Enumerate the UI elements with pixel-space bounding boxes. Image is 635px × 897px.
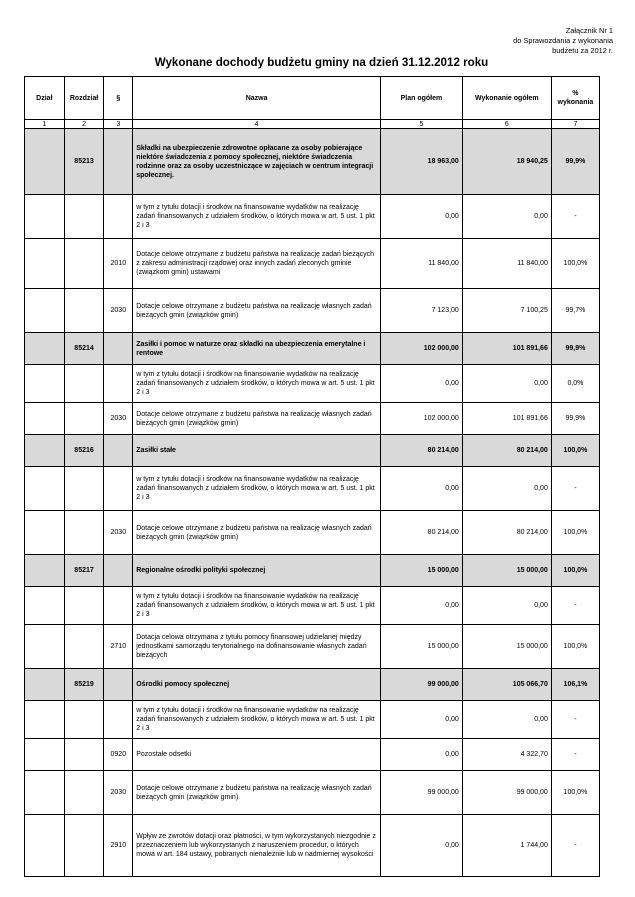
cell-plan: 0,00 bbox=[381, 195, 463, 239]
cell-dzial bbox=[25, 435, 65, 467]
cell-nazwa: Dotacja celowa otrzymana z tytułu pomocy finansowej udzielanej między jednostkami samorządu terytorialnego na dofinansowanie własnych zadań bieżących bbox=[133, 625, 381, 669]
cell-wykonanie: 80 214,00 bbox=[462, 435, 551, 467]
cell-paragraf: 2910 bbox=[104, 815, 133, 877]
cell-dzial bbox=[25, 467, 65, 511]
column-number: 4 bbox=[133, 120, 381, 129]
header-rozdzial: Rozdział bbox=[64, 77, 104, 120]
cell-nazwa: Zasiłki stałe bbox=[133, 435, 381, 467]
cell-rozdzial: 85219 bbox=[64, 669, 104, 701]
cell-wykonanie: 4 322,70 bbox=[462, 739, 551, 771]
cell-dzial bbox=[25, 625, 65, 669]
cell-plan: 99 000,00 bbox=[381, 669, 463, 701]
document-title: Wykonane dochody budżetu gminy na dzień 31.12.2012 roku bbox=[154, 56, 489, 69]
cell-wykonanie: 11 840,00 bbox=[462, 239, 551, 289]
cell-wykonanie: 15 000,00 bbox=[462, 555, 551, 587]
cell-wykonanie: 105 066,70 bbox=[462, 669, 551, 701]
cell-dzial bbox=[25, 701, 65, 739]
cell-plan: 0,00 bbox=[381, 815, 463, 877]
cell-rozdzial: 85217 bbox=[64, 555, 104, 587]
cell-procent: - bbox=[551, 739, 599, 771]
cell-procent: 99,9% bbox=[551, 333, 599, 365]
cell-paragraf: 2010 bbox=[104, 239, 133, 289]
cell-rozdzial bbox=[64, 511, 104, 555]
cell-rozdzial: 85216 bbox=[64, 435, 104, 467]
table-row bbox=[25, 587, 600, 625]
cell-procent: 99,9% bbox=[551, 403, 599, 435]
cell-wykonanie: 0,00 bbox=[462, 365, 551, 403]
cell-plan: 0,00 bbox=[381, 365, 463, 403]
cell-plan: 15 000,00 bbox=[381, 625, 463, 669]
table-row bbox=[25, 511, 600, 555]
header-procent: % wykonania bbox=[551, 77, 599, 120]
cell-paragraf bbox=[104, 669, 133, 701]
column-number: 7 bbox=[551, 120, 599, 129]
cell-plan: 0,00 bbox=[381, 701, 463, 739]
table-row bbox=[25, 815, 600, 877]
cell-wykonanie: 0,00 bbox=[462, 195, 551, 239]
cell-dzial bbox=[25, 365, 65, 403]
cell-rozdzial bbox=[64, 289, 104, 333]
cell-rozdzial bbox=[64, 587, 104, 625]
cell-nazwa: w tym z tytułu dotacji i środków na finansowanie wydatków na realizację zadań finansowanych z udziałem środków, o których mowa w art. 5 ust. 1 pkt 2 i 3 bbox=[133, 701, 381, 739]
column-number: 6 bbox=[462, 120, 551, 129]
header-plan: Plan ogółem bbox=[381, 77, 463, 120]
cell-paragraf: 2030 bbox=[104, 289, 133, 333]
cell-paragraf: 0920 bbox=[104, 739, 133, 771]
cell-plan: 80 214,00 bbox=[381, 435, 463, 467]
cell-dzial bbox=[25, 511, 65, 555]
cell-rozdzial bbox=[64, 739, 104, 771]
cell-dzial bbox=[25, 333, 65, 365]
cell-dzial bbox=[25, 669, 65, 701]
cell-paragraf bbox=[104, 555, 133, 587]
cell-plan: 11 840,00 bbox=[381, 239, 463, 289]
cell-dzial bbox=[25, 129, 65, 195]
cell-nazwa: Ośrodki pomocy społecznej bbox=[133, 669, 381, 701]
cell-paragraf bbox=[104, 701, 133, 739]
column-number: 2 bbox=[64, 120, 104, 129]
cell-procent: - bbox=[551, 587, 599, 625]
annex-line-2: do Sprawozdania z wykonania bbox=[513, 36, 613, 45]
column-number: 3 bbox=[104, 120, 133, 129]
cell-plan: 102 000,00 bbox=[381, 403, 463, 435]
cell-rozdzial bbox=[64, 815, 104, 877]
cell-wykonanie: 7 100,25 bbox=[462, 289, 551, 333]
cell-plan: 0,00 bbox=[381, 587, 463, 625]
cell-procent: - bbox=[551, 467, 599, 511]
cell-paragraf bbox=[104, 467, 133, 511]
cell-nazwa: w tym z tytułu dotacji i środków na finansowanie wydatków na realizację zadań finansowanych z udziałem środków, o których mowa w art. 5 ust. 1 pkt 2 i 3 bbox=[133, 587, 381, 625]
header-wykonanie: Wykonanie ogółem bbox=[462, 77, 551, 120]
cell-procent: 100,0% bbox=[551, 771, 599, 815]
cell-procent: 99,7% bbox=[551, 289, 599, 333]
cell-wykonanie: 15 000,00 bbox=[462, 625, 551, 669]
cell-paragraf bbox=[104, 587, 133, 625]
cell-procent: 0,0% bbox=[551, 365, 599, 403]
cell-paragraf: 2710 bbox=[104, 625, 133, 669]
cell-wykonanie: 0,00 bbox=[462, 467, 551, 511]
cell-nazwa: Pozostałe odsetki bbox=[133, 739, 381, 771]
cell-plan: 15 000,00 bbox=[381, 555, 463, 587]
cell-dzial bbox=[25, 239, 65, 289]
cell-procent: 100,0% bbox=[551, 239, 599, 289]
cell-nazwa: Składki na ubezpieczenie zdrowotne opłacane za osoby pobierające niektóre świadczenia z pomocy społecznej, niektóre świadczenia rodzinne oraz za osoby uczestniczące w zajęciach w centrum integracji społecznej. bbox=[133, 129, 381, 195]
cell-wykonanie: 18 940,25 bbox=[462, 129, 551, 195]
table-row bbox=[25, 739, 600, 771]
table-row bbox=[25, 289, 600, 333]
cell-dzial bbox=[25, 815, 65, 877]
header-row bbox=[25, 77, 600, 120]
cell-paragraf bbox=[104, 435, 133, 467]
header-paragraf: § bbox=[104, 77, 133, 120]
cell-rozdzial bbox=[64, 365, 104, 403]
header-nazwa: Nazwa bbox=[133, 77, 381, 120]
cell-plan: 0,00 bbox=[381, 467, 463, 511]
column-number-row bbox=[25, 120, 600, 129]
cell-dzial bbox=[25, 555, 65, 587]
cell-procent: 100,0% bbox=[551, 555, 599, 587]
cell-nazwa: Dotacje celowe otrzymane z budżetu państwa na realizację własnych zadań bieżących gmin (związków gmin) bbox=[133, 511, 381, 555]
annex-line-3: budżetu za 2012 r. bbox=[552, 46, 613, 55]
cell-dzial bbox=[25, 739, 65, 771]
cell-dzial bbox=[25, 771, 65, 815]
cell-plan: 80 214,00 bbox=[381, 511, 463, 555]
cell-rozdzial: 85214 bbox=[64, 333, 104, 365]
section-row bbox=[25, 669, 600, 701]
table-row bbox=[25, 239, 600, 289]
cell-rozdzial bbox=[64, 701, 104, 739]
cell-rozdzial bbox=[64, 195, 104, 239]
cell-plan: 102 000,00 bbox=[381, 333, 463, 365]
section-row bbox=[25, 555, 600, 587]
cell-nazwa: Dotacje celowe otrzymane z budżetu państwa na realizację własnych zadań bieżących gmin (związków gmin) bbox=[133, 403, 381, 435]
cell-rozdzial bbox=[64, 625, 104, 669]
cell-wykonanie: 1 744,00 bbox=[462, 815, 551, 877]
table-row bbox=[25, 701, 600, 739]
cell-wykonanie: 101 891,66 bbox=[462, 333, 551, 365]
cell-plan: 7 123,00 bbox=[381, 289, 463, 333]
cell-dzial bbox=[25, 195, 65, 239]
cell-wykonanie: 80 214,00 bbox=[462, 511, 551, 555]
cell-nazwa: w tym z tytułu dotacji i środków na finansowanie wydatków na realizację zadań finansowanych z udziałem środków, o których mowa w art. 5 ust. 1 pkt 2 i 3 bbox=[133, 467, 381, 511]
cell-procent: 100,0% bbox=[551, 625, 599, 669]
section-row bbox=[25, 435, 600, 467]
cell-procent: - bbox=[551, 815, 599, 877]
cell-paragraf: 2030 bbox=[104, 771, 133, 815]
cell-wykonanie: 0,00 bbox=[462, 587, 551, 625]
cell-procent: 106,1% bbox=[551, 669, 599, 701]
cell-nazwa: Regionalne ośrodki polityki społecznej bbox=[133, 555, 381, 587]
cell-paragraf: 2030 bbox=[104, 511, 133, 555]
table-row bbox=[25, 625, 600, 669]
header-dzial: Dział bbox=[25, 77, 65, 120]
section-row bbox=[25, 129, 600, 195]
cell-procent: - bbox=[551, 195, 599, 239]
cell-plan: 18 963,00 bbox=[381, 129, 463, 195]
cell-nazwa: Dotacje celowe otrzymane z budżetu państwa na realizację własnych zadań bieżących gmin (związków gmin) bbox=[133, 771, 381, 815]
cell-wykonanie: 0,00 bbox=[462, 701, 551, 739]
section-row bbox=[25, 333, 600, 365]
cell-paragraf bbox=[104, 195, 133, 239]
cell-nazwa: Zasiłki i pomoc w naturze oraz składki na ubezpieczenia emerytalne i rentowe bbox=[133, 333, 381, 365]
cell-nazwa: Dotacje celowe otrzymane z budżetu państwa na realizację zadań bieżących z zakresu administracji rządowej oraz innych zadań zleconych gminie (związkom gmin) ustawami bbox=[133, 239, 381, 289]
cell-nazwa: Wpływ ze zwrotów dotacji oraz płatności, w tym wykorzystanych niezgodnie z przeznaczeniem lub wykorzystanych z naruszeniem procedur, o których mowa w art. 184 ustawy, pobranych nienależnie lub w nadmiernej wysokości bbox=[133, 815, 381, 877]
table-row bbox=[25, 195, 600, 239]
cell-rozdzial bbox=[64, 403, 104, 435]
cell-procent: 100,0% bbox=[551, 511, 599, 555]
table-row bbox=[25, 771, 600, 815]
cell-dzial bbox=[25, 289, 65, 333]
cell-rozdzial bbox=[64, 771, 104, 815]
income-table bbox=[24, 76, 600, 877]
column-number: 1 bbox=[25, 120, 65, 129]
cell-rozdzial: 85213 bbox=[64, 129, 104, 195]
cell-paragraf: 2030 bbox=[104, 403, 133, 435]
cell-procent: - bbox=[551, 701, 599, 739]
table-row bbox=[25, 403, 600, 435]
annex-line-1: Załącznik Nr 1 bbox=[565, 26, 613, 35]
cell-paragraf bbox=[104, 333, 133, 365]
cell-rozdzial bbox=[64, 467, 104, 511]
cell-procent: 100,0% bbox=[551, 435, 599, 467]
cell-dzial bbox=[25, 403, 65, 435]
cell-nazwa: w tym z tytułu dotacji i środków na finansowanie wydatków na realizację zadań finansowanych z udziałem środków, o których mowa w art. 5 ust. 1 pkt 2 i 3 bbox=[133, 195, 381, 239]
table-row bbox=[25, 365, 600, 403]
cell-dzial bbox=[25, 587, 65, 625]
cell-plan: 99 000,00 bbox=[381, 771, 463, 815]
column-number: 5 bbox=[381, 120, 463, 129]
cell-rozdzial bbox=[64, 239, 104, 289]
cell-procent: 99,9% bbox=[551, 129, 599, 195]
cell-plan: 0,00 bbox=[381, 739, 463, 771]
cell-wykonanie: 101 891,66 bbox=[462, 403, 551, 435]
cell-nazwa: Dotacje celowe otrzymane z budżetu państwa na realizację własnych zadań bieżących gmin (związków gmin) bbox=[133, 289, 381, 333]
table-row bbox=[25, 467, 600, 511]
cell-wykonanie: 99 000,00 bbox=[462, 771, 551, 815]
cell-paragraf bbox=[104, 365, 133, 403]
cell-paragraf bbox=[104, 129, 133, 195]
cell-nazwa: w tym z tytułu dotacji i środków na finansowanie wydatków na realizację zadań finansowanych z udziałem środków, o których mowa w art. 5 ust. 1 pkt 2 i 3 bbox=[133, 365, 381, 403]
annex-note bbox=[513, 26, 613, 56]
